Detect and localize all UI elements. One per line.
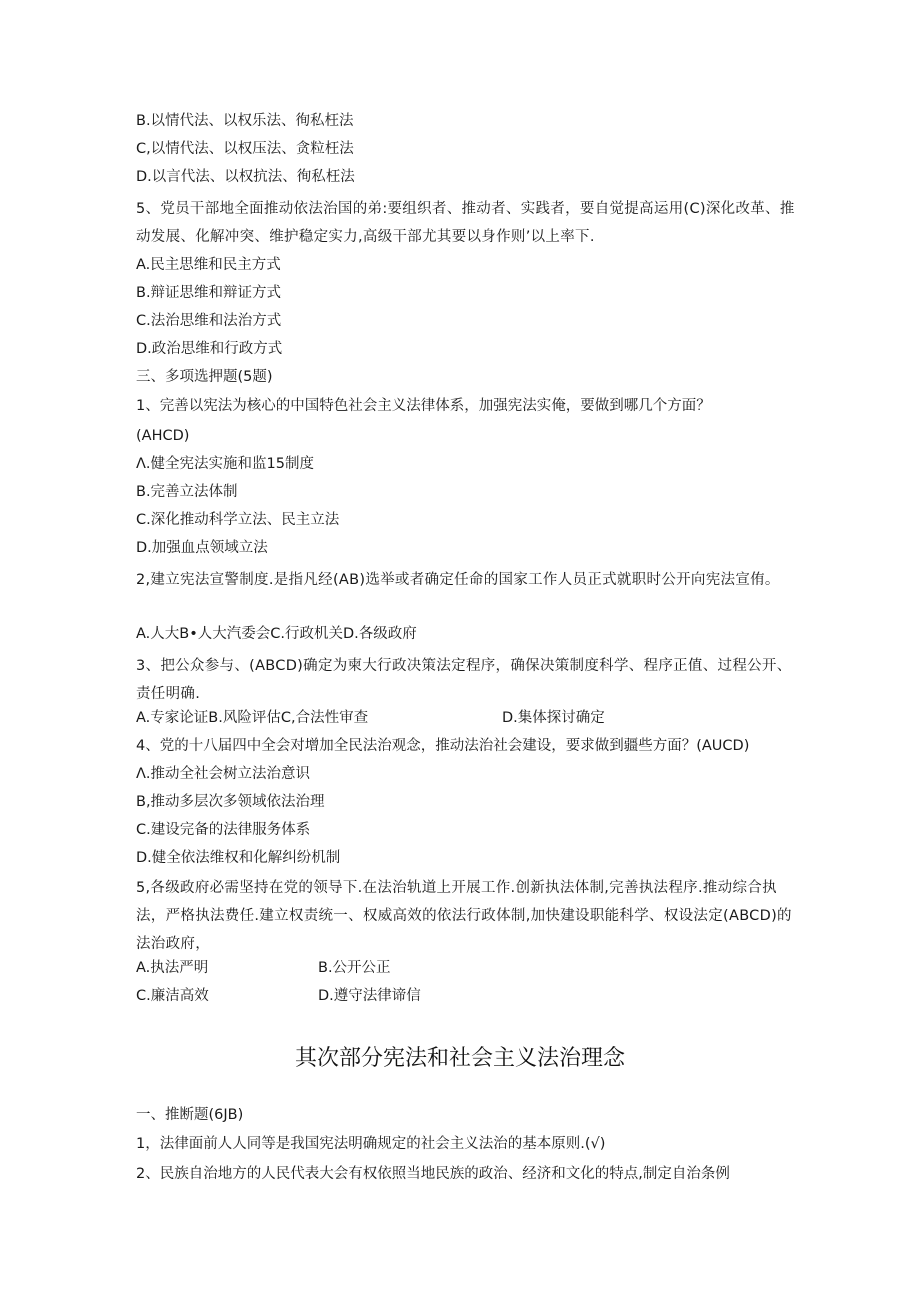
question-4: 4、党的十八届四中全会对增加全民法治观念，推动法治社会建设，要求做到疆些方面？(AUCD) bbox=[136, 738, 750, 754]
option-b: B.公开公正 bbox=[318, 960, 391, 976]
option-d: D.集体探讨确定 bbox=[502, 710, 605, 726]
part-title: 其次部分宪法和社会主义法治理念 bbox=[294, 1046, 625, 1071]
options-row bbox=[136, 958, 796, 978]
judgment-1: 1，法律面前人人同等是我国宪法明确规定的社会主义法治的基本原则.(√) bbox=[136, 1136, 606, 1152]
option-b: B.辩证思维和辩证方式 bbox=[136, 285, 282, 301]
question-1: 1、完善以宪法为核心的中国特色社会主义法律体系，加强宪法实俺，要做到哪几个方面？ bbox=[136, 398, 711, 414]
question-2: 2,建立宪法宣警制度.是指凡经(AB)选举或者确定任命的国家工作人员正式就职时公开向宪法宣侑。 bbox=[136, 572, 780, 588]
options-abc: A.专家论证B.风险评估C,合法性审查 bbox=[136, 710, 369, 726]
options-row bbox=[136, 986, 796, 1006]
option-c: C.建设完备的法律服务体系 bbox=[136, 822, 311, 838]
option-d: D.政治思维和行政方式 bbox=[136, 341, 283, 357]
option-a: A.执法严明 bbox=[136, 960, 209, 976]
judgment-2: 2、民族自治地方的人民代表大会有权依照当地民族的政治、经济和文化的特点,制定自治条例 bbox=[136, 1166, 730, 1182]
option-b: B,推动多层次多领域依法治理 bbox=[136, 794, 325, 810]
option-c: C.廉洁高效 bbox=[136, 988, 209, 1004]
option-d: D.遵守法律谛信 bbox=[318, 988, 421, 1004]
options-row: A.人大B•人大汽委会C.行政机关D.各级政府 bbox=[136, 626, 417, 642]
question-3: 3、把公众参与、(ABCD)确定为柬大行政决策法定程序，确保决策制度科学、程序正值、过程公开、责任明确. bbox=[136, 658, 792, 702]
option-c: C.深化推动科学立法、民主立法 bbox=[136, 512, 340, 528]
section-heading: 一、推断题(6JB) bbox=[136, 1107, 244, 1123]
options-row bbox=[136, 708, 796, 728]
option-d: D.以言代法、以权抗法、徇私枉法 bbox=[136, 169, 355, 185]
option-d: D.健全依法维权和化解纠纷机制 bbox=[136, 850, 341, 866]
option-d: D.加强血点领域立法 bbox=[136, 540, 268, 556]
option-b: B.完善立法体制 bbox=[136, 484, 238, 500]
section-heading: 三、多项选押题(5题) bbox=[136, 369, 273, 385]
question-5: 5、党员干部地全面推动依法治国的弟:要组织者、推动者、实践者，要自觉提高运用(C)深化改革、推动发展、化解冲突、维护稳定实力,高级干部尤其要以身作则’以上率下. bbox=[136, 201, 795, 245]
option-a: Λ.推动全社会树立法治意识 bbox=[136, 766, 311, 782]
option-c: C.法治思维和法治方式 bbox=[136, 313, 282, 329]
option-a: Λ.健全宪法实施和监15制度 bbox=[136, 456, 314, 472]
question-5: 5,各级政府必需坚持在党的领导下.在法治轨道上开展工作.创新执法体制,完善执法程序.推动综合执法，严格执法费任.建立权责统一、权威高效的依法行政体制,加快建设职能科学、权设法定(ABCD)的法治政府， bbox=[136, 880, 792, 952]
option-b: B.以情代法、以权乐法、徇私枉法 bbox=[136, 113, 354, 129]
option-c: C,以情代法、以权压法、贪粒枉法 bbox=[136, 141, 354, 157]
option-a: A.民主思维和民主方式 bbox=[136, 257, 281, 273]
answer: (AHCD) bbox=[136, 428, 190, 444]
